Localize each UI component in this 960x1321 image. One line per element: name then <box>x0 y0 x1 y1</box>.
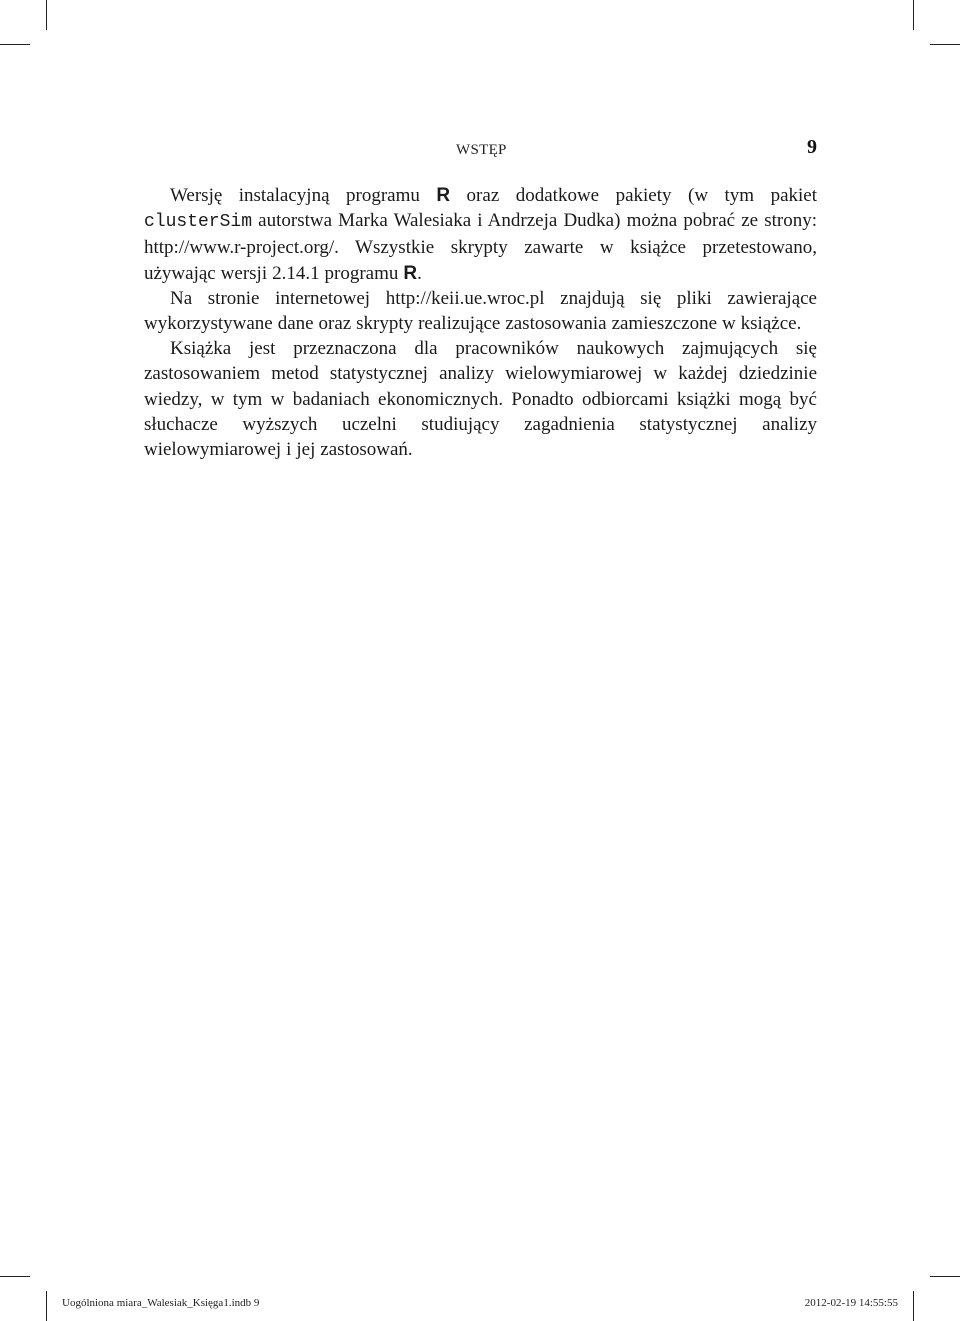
crop-mark-bottom-right-vertical <box>913 1291 914 1321</box>
crop-mark-top-left-horizontal <box>0 44 30 45</box>
crop-mark-top-right-vertical <box>913 0 914 30</box>
crop-mark-bottom-left-vertical <box>46 1291 47 1321</box>
running-head: WSTĘP <box>456 142 507 158</box>
p1-text-d: . <box>417 262 422 284</box>
page-number: 9 <box>807 136 817 158</box>
p1-text-c: autorstwa Marka Walesiaka i Andrzeja Dudka) można pobrać ze strony: http://www.r-project.org/. Wszystkie skrypty zawarte w książce przetestowano, używając wersji 2.14.1 programu <box>144 210 817 284</box>
crop-mark-top-right-horizontal <box>930 44 960 45</box>
crop-mark-bottom-left-horizontal <box>0 1276 30 1277</box>
p1-text-b: oraz dodatkowe pakiety (w tym pakiet <box>450 185 817 206</box>
p1-text-a: Wersję instalacyjną programu <box>170 185 437 206</box>
package-name: clusterSim <box>144 212 253 233</box>
body-text <box>144 183 817 462</box>
paragraph-website: Na stronie internetowej http://keii.ue.wroc.pl znajdują się pliki zawierające wykorzystywane dane oraz skrypty realizujące zastosowania zamieszczone w książce. <box>144 287 817 335</box>
paragraph-install <box>144 183 817 286</box>
crop-mark-bottom-right-horizontal <box>930 1276 960 1277</box>
footer-file-info: Uogólniona miara_Walesiak_Księga1.indb 9 <box>62 1297 260 1309</box>
r-program-name-2: R <box>403 262 418 284</box>
r-program-name: R <box>436 185 451 206</box>
footer-timestamp: 2012-02-19 14:55:55 <box>804 1297 898 1309</box>
print-footer <box>62 1297 898 1313</box>
page-header <box>144 136 817 164</box>
crop-mark-top-left-vertical <box>46 0 47 30</box>
paragraph-audience: Książka jest przeznaczona dla pracowników naukowych zajmujących się zastosowaniem metod statystycznej analizy wielowymiarowej w każdej dziedzinie wiedzy, w tym w badaniach ekonomicznych. Ponadto odbiorcami książki mogą być słuchacze wyższych uczelni studiujący zagadnienia statystycznej analizy wielowymiarowej i jej zastosowań. <box>144 338 817 461</box>
